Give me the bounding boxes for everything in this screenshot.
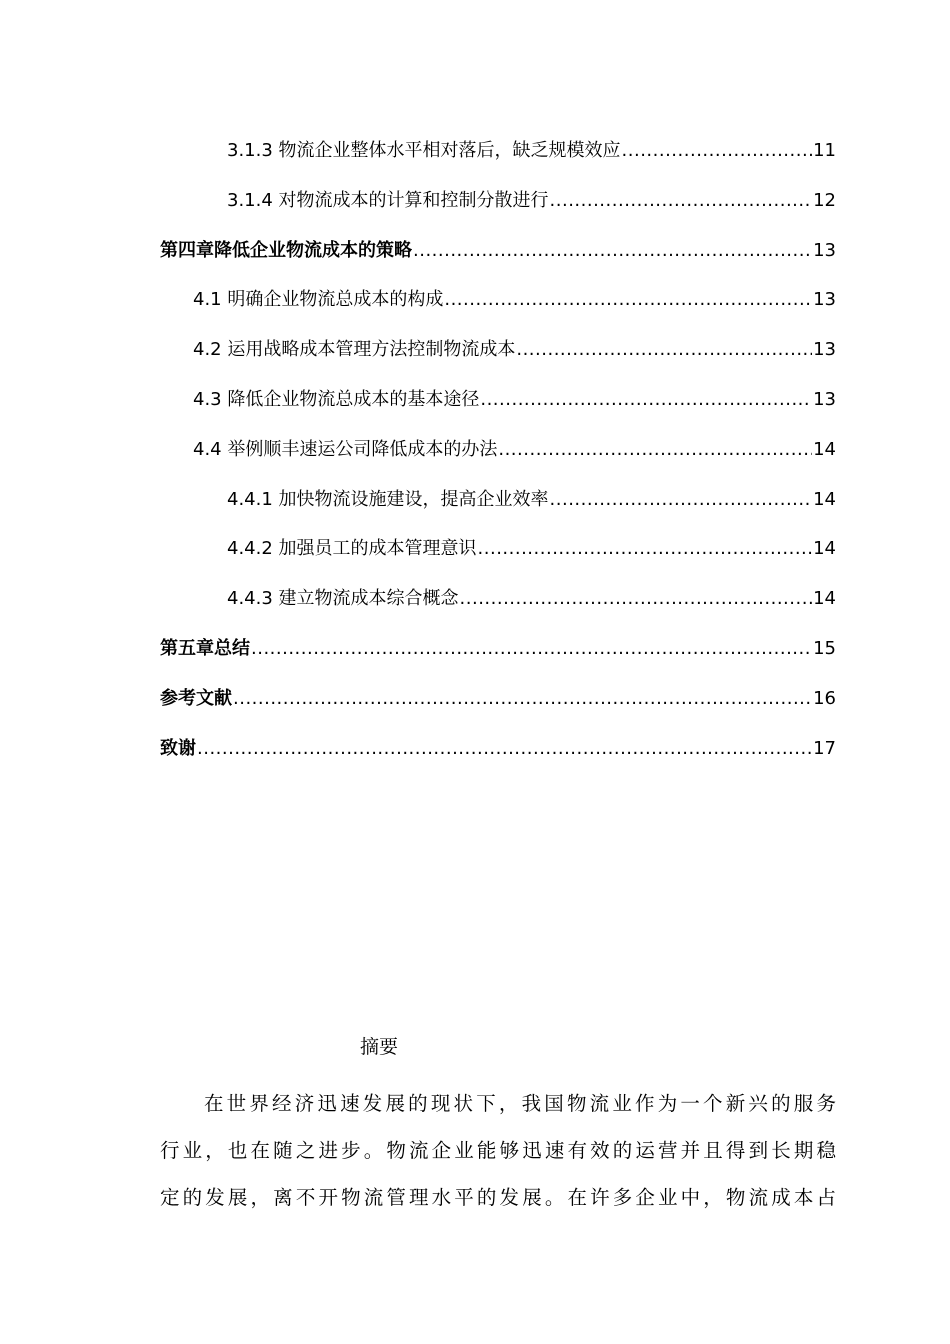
toc-entry-title: 参考文献 bbox=[160, 687, 232, 709]
toc-leader-dots bbox=[550, 186, 813, 216]
toc-entry-page: 14 bbox=[813, 588, 836, 610]
toc-entry[interactable] bbox=[160, 285, 836, 335]
toc-entry-page: 13 bbox=[813, 339, 836, 361]
abstract-heading: 摘要 bbox=[360, 1036, 399, 1058]
toc-entry[interactable] bbox=[160, 186, 836, 236]
toc-entry-title: 3.1.4 对物流成本的计算和控制分散进行 bbox=[227, 189, 549, 211]
toc-entry[interactable] bbox=[160, 335, 836, 385]
abstract-paragraph-line: 行业，也在随之进步。物流企业能够迅速有效的运营并且得到长期稳 bbox=[160, 1139, 836, 1162]
toc-leader-dots bbox=[251, 634, 812, 664]
toc-leader-dots bbox=[550, 485, 813, 515]
toc-entry[interactable] bbox=[160, 136, 836, 186]
toc-leader-dots bbox=[498, 435, 812, 465]
toc-entry-title: 第五章总结 bbox=[160, 637, 250, 659]
toc-entry-title: 3.1.3 物流企业整体水平相对落后，缺乏规模效应 bbox=[227, 140, 621, 161]
toc-entry[interactable] bbox=[160, 584, 836, 634]
toc-leader-dots bbox=[478, 534, 813, 564]
table-of-contents bbox=[160, 136, 836, 783]
toc-entry[interactable] bbox=[160, 485, 836, 535]
toc-entry-title: 致谢 bbox=[160, 737, 196, 759]
toc-leader-dots bbox=[516, 335, 812, 365]
toc-entry-title: 4.4.1 加快物流设施建设，提高企业效率 bbox=[227, 488, 549, 510]
toc-entry-page: 13 bbox=[813, 289, 836, 311]
toc-entry-title: 4.3 降低企业物流总成本的基本途径 bbox=[193, 388, 480, 410]
toc-entry-page: 14 bbox=[813, 488, 836, 510]
toc-entry-page: 15 bbox=[813, 637, 836, 659]
toc-entry[interactable] bbox=[160, 684, 836, 734]
toc-entry[interactable] bbox=[160, 385, 836, 435]
toc-entry-title: 4.4.3 建立物流成本综合概念 bbox=[227, 588, 459, 610]
toc-entry-title: 第四章降低企业物流成本的策略 bbox=[160, 239, 412, 261]
toc-entry-page: 17 bbox=[813, 737, 836, 759]
toc-entry-page: 14 bbox=[813, 538, 836, 560]
toc-leader-dots bbox=[233, 684, 812, 714]
abstract-paragraph-line: 定的发展，离不开物流管理水平的发展。在许多企业中，物流成本占 bbox=[160, 1186, 836, 1209]
toc-entry-page: 16 bbox=[813, 687, 836, 709]
toc-leader-dots bbox=[622, 136, 813, 166]
toc-leader-dots bbox=[413, 236, 812, 266]
toc-entry-title: 4.2 运用战略成本管理方法控制物流成本 bbox=[193, 339, 516, 361]
toc-entry-title: 4.4.2 加强员工的成本管理意识 bbox=[227, 538, 477, 560]
toc-entry-page: 11 bbox=[813, 140, 836, 161]
toc-entry-page: 13 bbox=[813, 239, 836, 261]
toc-entry-page: 14 bbox=[813, 438, 836, 460]
toc-entry-page: 12 bbox=[813, 189, 836, 211]
toc-entry[interactable] bbox=[160, 634, 836, 684]
toc-entry-page: 13 bbox=[813, 388, 836, 410]
abstract-body bbox=[160, 1080, 836, 1221]
toc-entry-title: 4.4 举例顺丰速运公司降低成本的办法 bbox=[193, 438, 498, 460]
toc-entry[interactable] bbox=[160, 734, 836, 784]
toc-leader-dots bbox=[444, 285, 812, 315]
toc-entry-title: 4.1 明确企业物流总成本的构成 bbox=[193, 289, 444, 311]
toc-leader-dots bbox=[197, 734, 812, 764]
toc-entry[interactable] bbox=[160, 236, 836, 286]
toc-leader-dots bbox=[460, 584, 813, 614]
abstract-paragraph-line: 在世界经济迅速发展的现状下，我国物流业作为一个新兴的服务 bbox=[204, 1092, 836, 1115]
toc-leader-dots bbox=[480, 385, 812, 415]
toc-entry[interactable] bbox=[160, 435, 836, 485]
toc-entry[interactable] bbox=[160, 534, 836, 584]
